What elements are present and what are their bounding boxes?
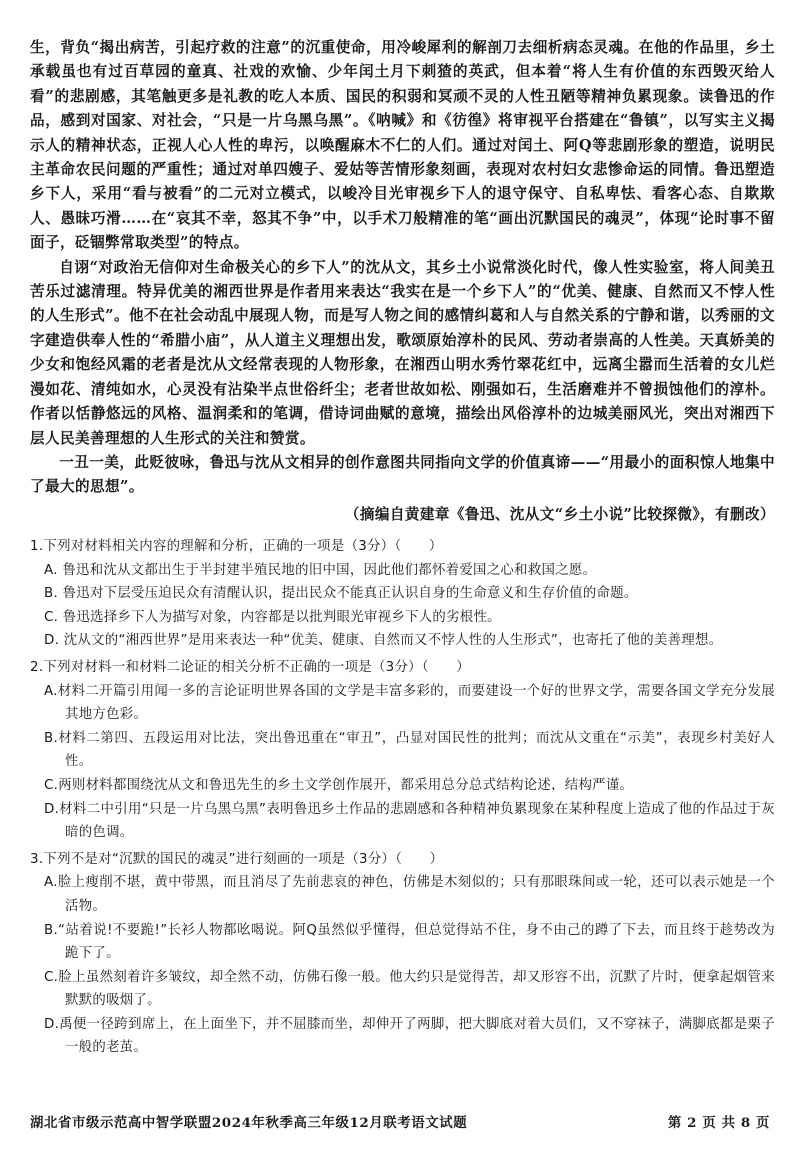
passage-paragraph: 生，背负“揭出病苦，引起疗救的注意”的沉重使命，用冷峻犀利的解剖刀去细析病态灵魂。在他的作品里，乡土承载虽也有过百草园的童真、社戏的欢愉、少年闰土月下刺猹的英武，但本着“将人生有价值的东西毁灭给人看”的悲剧感，其笔触更多是礼教的吃人本质、国民的积弱和冥顽不灵的人性丑陋等精神负累现象。读鲁迅的作品，感到对国家、对社会，“只是一片乌黑乌黑”。《呐喊》和《彷徨》将审视平台搭建在“鲁镇”，以写实主义揭示人的精神状态，正视人心人性的卑污，以唤醒麻木不仁的人们。通过对闰土、阿Q等悲剧形象的塑造，说明民主革命农民问题的严重性；通过对单四嫂子、爱姑等苦情形象刻画，表现对农村妇女悲惨命运的同情。鲁迅塑造乡下人，采用“看与被看”的二元对立模式，以峻冷目光审视乡下人的退守保守、自私卑怯、看客心态、自欺欺人、愚昧巧滑……在“哀其不幸，怒其不争”中，以手术刀般精准的笔“画出沉默国民的魂灵”，体现“论时事不留面子，砭锢弊常取类型”的特点。 bbox=[30, 39, 775, 252]
reading-passage bbox=[30, 36, 775, 527]
question-list bbox=[30, 535, 775, 1063]
option-a: A.脸上瘦削不堪，黄中带黑，而且消尽了先前悲哀的神色，仿佛是木刻似的；只有那眼珠间或一轮，还可以表示她是一个活物。 bbox=[44, 875, 775, 914]
question-2 bbox=[30, 656, 775, 845]
question-1 bbox=[30, 535, 775, 653]
question-stem: 1.下列对材料相关内容的理解和分析，正确的一项是（3分）（ ） bbox=[30, 539, 443, 554]
option-d: D.禹便一径跨到席上，在上面坐下，并不屈膝而坐，却伸开了两脚，把大脚底对着大员们，又不穿袜子，满脚底都是栗子一般的老茧。 bbox=[44, 1016, 775, 1056]
option-c: C.两则材料都围绕沈从文和鲁迅先生的乡土文学创作展开，都采用总分总式结构论述，结构严谨。 bbox=[44, 777, 634, 793]
question-3 bbox=[30, 848, 775, 1060]
passage-source: （摘编自黄建章《鲁迅、沈从文“乡土小说”比较探微》，有删改） bbox=[344, 505, 775, 523]
option-c: C.脸上虽然刻着许多皱纹，却全然不动，仿佛石像一般。他大约只是觉得苦，却又形容不出，沉默了片时，便拿起烟管来默默的吸烟了。 bbox=[44, 969, 775, 1009]
page-footer bbox=[30, 1112, 770, 1131]
option-d: D.材料二中引用“只是一片乌黑乌黑”表明鲁迅乡土作品的悲剧感和各种精神负累现象在某种程度上造成了他的作品过于灰暗的色调。 bbox=[44, 801, 775, 841]
question-stem: 3.下列不是对“沉默的国民的魂灵”进行刻画的一项是（3分）（ ） bbox=[30, 851, 444, 867]
option-b: B.材料二第四、五段运用对比法，突出鲁迅重在“审丑”，凸显对国民性的批判；而沈从文重在“示美”，表现乡村美好人性。 bbox=[44, 730, 775, 770]
passage-paragraph: 一丑一美，此贬彼咏，鲁迅与沈从文相异的创作意图共同指向文学的价值真谛——“用最小的面积惊人地集中了最大的思想”。 bbox=[30, 453, 775, 496]
option-d: D. 沈从文的“湘西世界”是用来表达一种“优美、健康、自然而又不悖人性的人生形式”，也寄托了他的美善理想。 bbox=[44, 633, 723, 649]
option-a: A.材料二开篇引用闻一多的言论证明世界各国的文学是丰富多彩的，而要建设一个好的世界文学，需要各国文学充分发展其地方色彩。 bbox=[44, 683, 775, 723]
passage-paragraph: 自诩“对政治无信仰对生命极关心的乡下人”的沈从文，其乡土小说常淡化时代，像人性实验室，将人间美丑苦乐过滤清理。特异优美的湘西世界是作者用来表达“我实在是一个乡下人”的“优美、健康、自然而又不悖人性的人生形式”。他不在社会动乱中展现人物，而是写人物之间的感情纠葛和人与自然关系的宁静和谐，以秀丽的文字建造供奉人性的“希腊小庙”，从人道主义理想出发，歌颂原始淳朴的民风、劳动者崇高的人性美。天真娇美的少女和饱经风霜的老者是沈从文经常表现的人物形象，在湘西山明水秀竹翠花红中，远离尘嚣而生活着的女儿烂漫如花、清纯如水，心灵没有沾染半点世俗纤尘；老者世故如松、刚强如石，生活磨难并不曾损蚀他们的淳朴。作者以恬静悠远的风格、温润柔和的笔调，借诗词曲赋的意境，描绘出风俗淳朴的边城美丽风光，突出对湘西下层人民美善理想的人生形式的关注和赞赏。 bbox=[30, 258, 775, 447]
option-c: C. 鲁迅选择乡下人为描写对象，内容都是以批判眼光审视乡下人的劣根性。 bbox=[44, 609, 501, 625]
option-a: A. 鲁迅和沈从文都出生于半封建半殖民地的旧中国，因此他们都怀着爱国之心和救国之愿。 bbox=[44, 562, 597, 578]
exam-title: 湖北省市级示范高中智学联盟2024年秋季高三年级12月联考语文试题 bbox=[30, 1115, 468, 1131]
option-b: B. 鲁迅对下层受压迫民众有清醒认识，提出民众不能真正认识自身的生命意义和生存价值的命题。 bbox=[44, 586, 638, 602]
page-number: 第 2 页 共 8 页 bbox=[667, 1115, 770, 1131]
question-stem: 2.下列对材料一和材料二论证的相关分析不正确的一项是（3分）（ ） bbox=[30, 659, 470, 675]
option-b: B.“站着说!不要跪!”长衫人物都吆喝说。阿Q虽然似乎懂得，但总觉得站不住，身不由己的蹲了下去，而且终于趁势改为跪下了。 bbox=[44, 922, 775, 962]
